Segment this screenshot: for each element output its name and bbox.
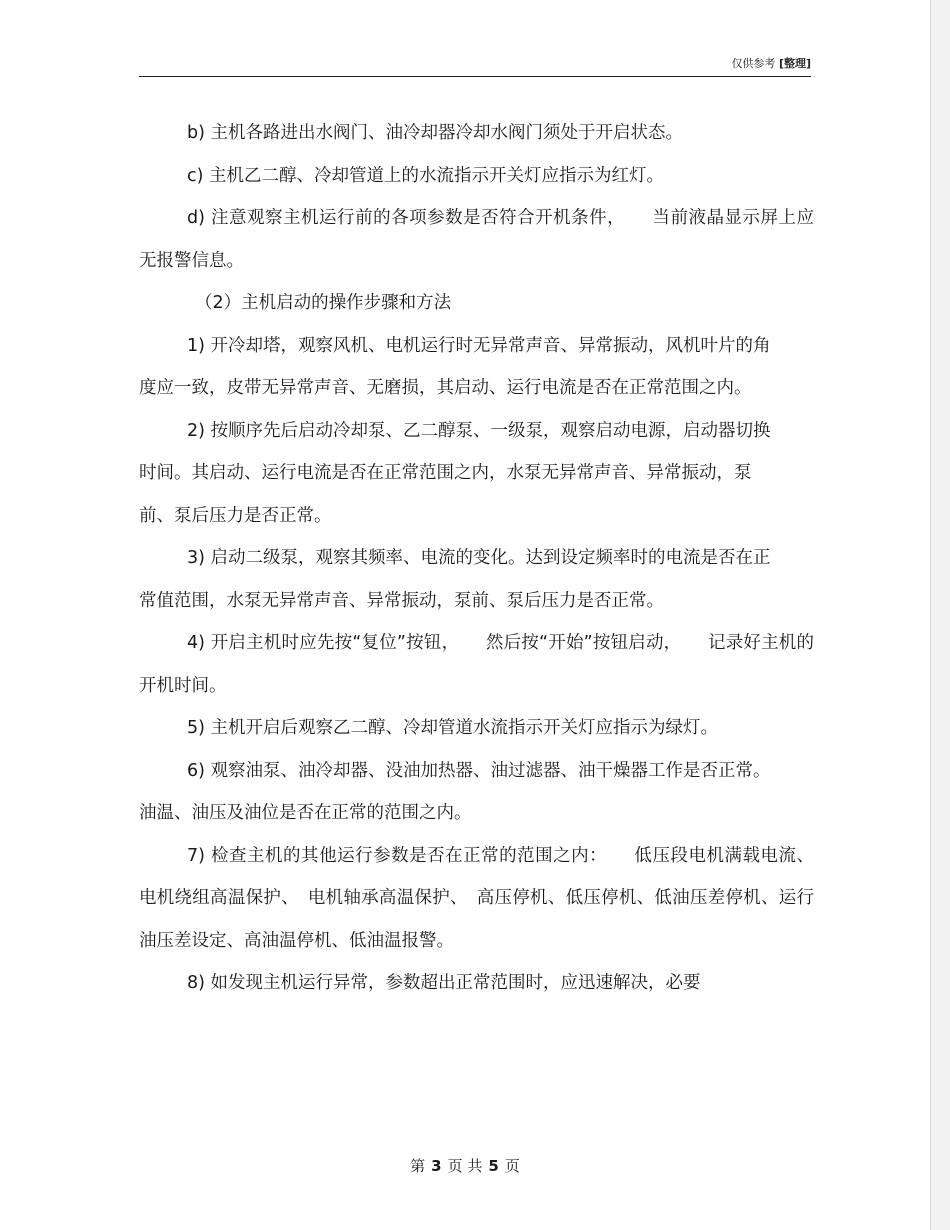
paragraph-d: d) 注意观察主机运行前的各项参数是否符合开机条件， 当前液晶显示屏上应无报警信息。: [139, 208, 814, 271]
paragraph-c: c) 主机乙二醇、冷却管道上的水流指示开关灯应指示为红灯。: [187, 165, 665, 186]
page-header: [139, 56, 811, 77]
header-text: 仅供参考: [731, 57, 776, 70]
paragraph-b: b) 主机各路进出水阀门、油冷却器冷却水阀门须处于开启状态。: [187, 123, 683, 143]
footer-total-pages: 5: [488, 1157, 499, 1175]
paragraph-step-8: 8) 如发现主机运行异常，参数超出正常范围时，应迅速解决，必要: [187, 973, 701, 993]
paragraph-step-3: 3) 启动二级泵，观察其频率、电流的变化。达到设定频率时的电流是否在正常值范围，水泵无异常声音、异常振动，泵前、泵后压力是否正常。: [139, 548, 771, 611]
header-tag: [整理]: [778, 57, 811, 70]
footer-middle: 页 共: [447, 1157, 483, 1175]
paragraph-step-6: 6) 观察油泵、油冷却器、没油加热器、油过滤器、油干燥器工作是否正常。油温、油压及油位是否在正常的范围之内。: [139, 760, 771, 823]
paragraph-step-5: 5) 主机开启后观察乙二醇、冷却管道水流指示开关灯应指示为绿灯。: [187, 718, 719, 738]
footer-prefix: 第: [410, 1157, 426, 1175]
paragraph-step-2: 2) 按顺序先后启动冷却泵、乙二醇泵、一级泵，观察启动电源，启动器切换时间。其启动、运行电流是否在正常范围之内，水泵无异常声音、异常振动，泵前、泵后压力是否正常。: [139, 420, 771, 526]
section-heading-2: （2）主机启动的操作步骤和方法: [195, 293, 452, 313]
paragraph-step-1: 1) 开冷却塔，观察风机、电机运行时无异常声音、异常振动，风机叶片的角度应一致，皮带无异常声音、无磨损，其启动、运行电流是否在正常范围之内。: [139, 335, 771, 398]
footer-page-number: 3: [431, 1157, 442, 1175]
page-footer: [0, 1155, 930, 1176]
document-body: [139, 112, 814, 1005]
paragraph-step-7: 7) 检查主机的其他运行参数是否在正常的范围之内： 低压段电机满载电流、电机绕组高温保护、 电机轴承高温保护、 高压停机、低压停机、低油压差停机、运行油压差设定、高油温停机、低油温报警。: [139, 845, 814, 951]
paragraph-step-4: 4) 开启主机时应先按“复位”按钮， 然后按“开始”按钮启动， 记录好主机的开机时间。: [139, 633, 814, 696]
footer-suffix: 页: [504, 1157, 520, 1175]
